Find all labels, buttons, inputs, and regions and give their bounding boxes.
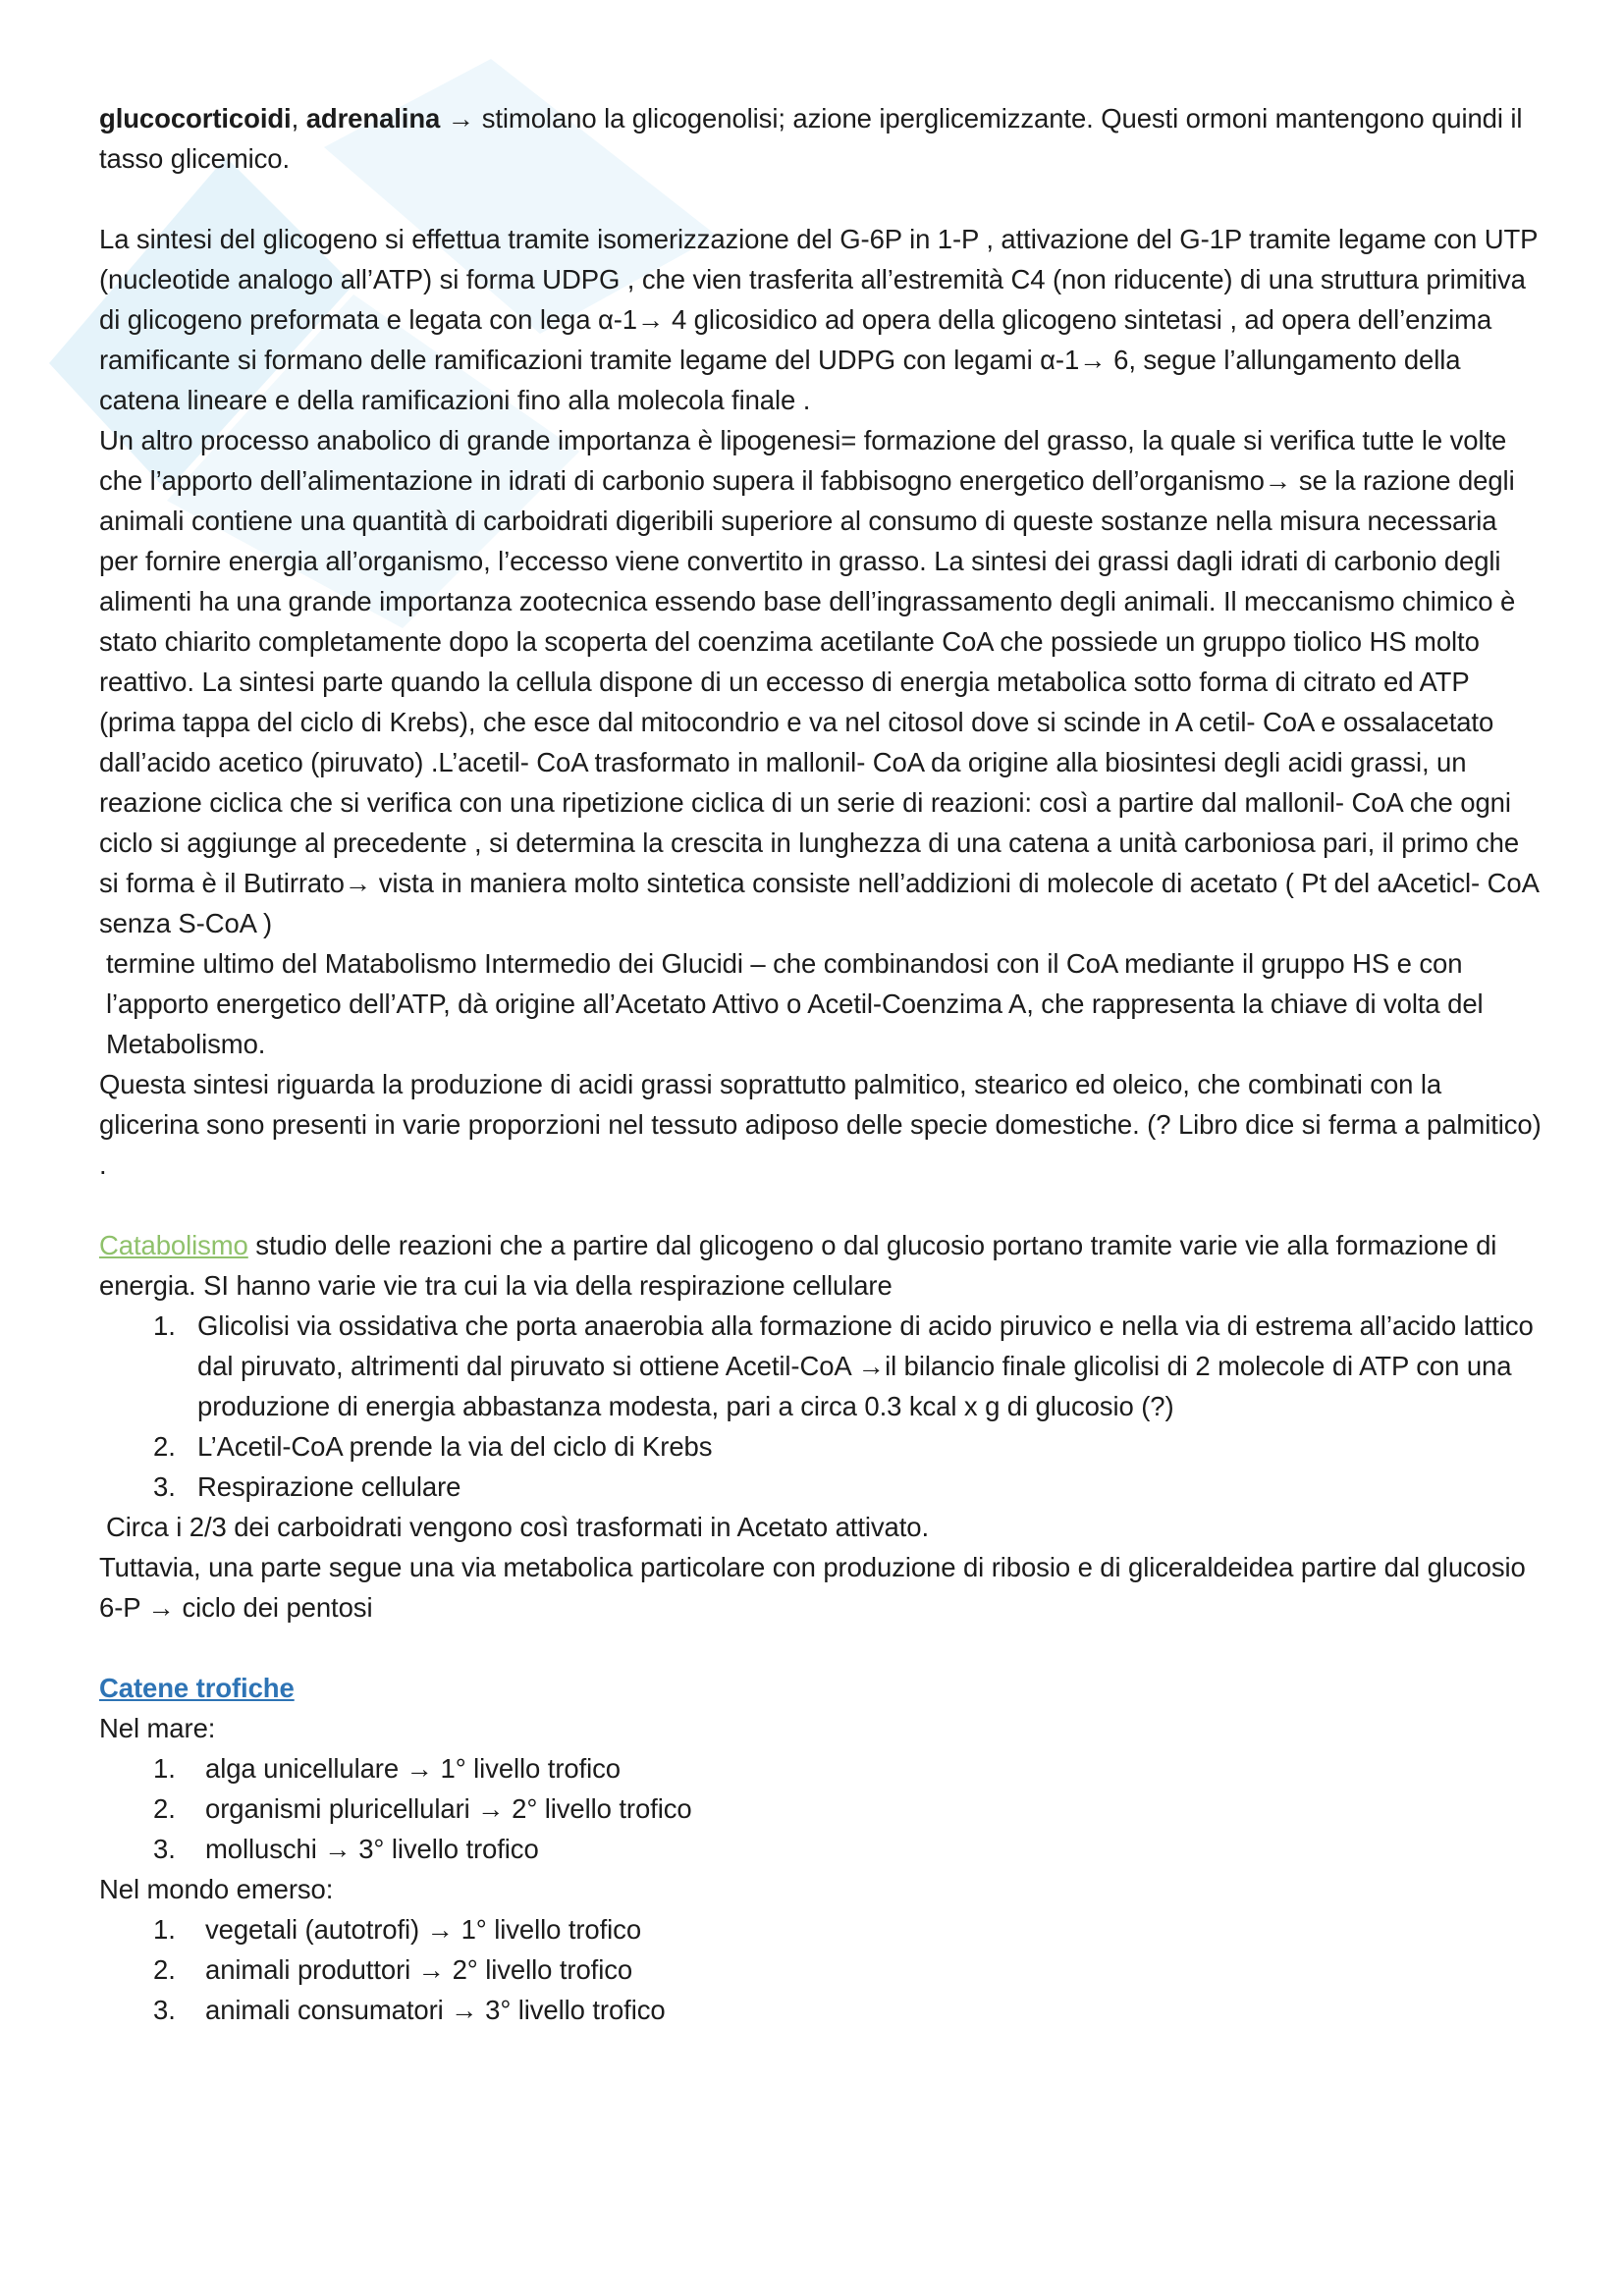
catabolism-list bbox=[99, 1306, 1543, 1507]
lead-term-2: adrenalina bbox=[305, 103, 441, 133]
lipogenesis-paragraph: Un altro processo anabolico di grande importanza è lipogenesi= formazione del grasso, la quale si verifica tutte le volte che l’apporto dell’alimentazione in idrati di carbonio supera il fabbisogno energetico dell’organismo→ se la razione degli animali contiene una quantità di carboidrati digeribili superiore al consumo di queste sostanze nella misura necessaria per fornire energia all’organismo, l’eccesso viene convertito in grasso. La sintesi dei grassi dagli idrati di carbonio degli alimenti ha una grande importanza zootecnica essendo base dell’ingrassamento degli animali. Il meccanismo chimico è stato chiarito completamente dopo la scoperta del coenzima acetilante CoA che possiede un gruppo tiolico HS molto reattivo. La sintesi parte quando la cellula dispone di un eccesso di energia metabolica sotto forma di citrato ed ATP (prima tappa del ciclo di Krebs), che esce dal mitocondrio e va nel citosol dove si scinde in A cetil- CoA e ossalacetato dall’acido acetico (piruvato) .L’acetil- CoA trasformato in mallonil- CoA da origine alla biosintesi degli acidi grassi, un reazione ciclica che si verifica con una ripetizione ciclica di un serie di reazioni: così a partire dal mallonil- CoA che ogni ciclo si aggiunge al precedente , si determina la crescita in lunghezza di una catena a unità carboniosa pari, il primo che si forma è il Butirrato→ vista in maniera molto sintetica consiste nell’addizioni di molecole di acetato ( Pt del aAceticl- CoA senza S-CoA ) bbox=[99, 425, 1539, 938]
list-item: 2. animali produttori → 2° livello trofico bbox=[153, 1954, 633, 1985]
sea-chain-list bbox=[99, 1748, 1543, 1869]
sea-label: Nel mare: bbox=[99, 1713, 216, 1743]
list-item: 3. Respirazione cellulare bbox=[153, 1471, 461, 1502]
catabolism-paragraph: Catabolismo studio delle reazioni che a partire dal glicogeno o dal glucosio portano tramite varie vie alla formazione di energia. SI hanno varie vie tra cui la via della respirazione cellulare bbox=[99, 1230, 1497, 1301]
list-item: 1. vegetali (autotrofi) → 1° livello trofico bbox=[153, 1914, 642, 1945]
land-label: Nel mondo emerso: bbox=[99, 1874, 334, 1904]
glycogen-synthesis-paragraph: La sintesi del glicogeno si effettua tramite isomerizzazione del G-6P in 1-P , attivazione del G-1P tramite legame con UTP (nucleotide analogo all’ATP) si forma UDPG , che vien trasferita all’estremità C4 (non riducente) di una struttura primitiva di glicogeno preformata e legata con lega α-1→ 4 glicosidico ad opera della glicogeno sintetasi , ad opera dell’enzima ramificante si formano delle ramificazioni tramite legame del UDPG con legami α-1→ 6, segue l’allungamento della catena lineare e della ramificazioni fino alla molecola finale . bbox=[99, 224, 1538, 415]
fatty-acids-paragraph: Questa sintesi riguarda la produzione di acidi grassi soprattutto palmitico, stearico ed oleico, che combinati con la glicerina sono presenti in varie proporzioni nel tessuto adiposo delle specie domestiche. (? Libro dice si ferma a palmitico) . bbox=[99, 1069, 1542, 1180]
list-item: 2. organismi pluricellulari → 2° livello trofico bbox=[153, 1793, 692, 1824]
land-chain-list bbox=[99, 1909, 1543, 2030]
lead-term-1: glucocorticoidi bbox=[99, 103, 292, 133]
intro-paragraph: glucocorticoidi, adrenalina → stimolano la glicogenolisi; azione iperglicemizzante. Questi ormoni mantengono quindi il tasso glicemico. bbox=[99, 103, 1523, 174]
document-page bbox=[99, 98, 1543, 2030]
list-item: 2. L’Acetil-CoA prende la via del ciclo di Krebs bbox=[153, 1431, 713, 1462]
catabolism-heading: Catabolismo bbox=[99, 1230, 248, 1260]
carbohydrates-sentence: Circa i 2/3 dei carboidrati vengono così trasformati in Acetato attivato. bbox=[106, 1512, 929, 1542]
acetyl-coa-paragraph: termine ultimo del Matabolismo Intermedio dei Glucidi – che combinandosi con il CoA mediante il gruppo HS e con l’apporto energetico dell’ATP, dà origine all’Acetato Attivo o Acetil-Coenzima A, che rappresenta la chiave di volta del Metabolismo. bbox=[106, 948, 1484, 1059]
list-item: 1. Glicolisi via ossidativa che porta anaerobia alla formazione di acido piruvico e nella via di estrema all’acido lattico dal piruvato, altrimenti dal piruvato si ottiene Acetil-CoA →il bilancio finale glicolisi di 2 molecole di ATP con una produzione di energia abbastanza modesta, pari a circa 0.3 kcal x g di glucosio (?) bbox=[153, 1310, 1534, 1421]
list-item: 1. alga unicellulare → 1° livello trofico bbox=[153, 1753, 621, 1784]
pentose-sentence: Tuttavia, una parte segue una via metabolica particolare con produzione di ribosio e di gliceraldeidea partire dal glucosio 6-P → ciclo dei pentosi bbox=[99, 1552, 1526, 1623]
list-item: 3. animali consumatori → 3° livello trofico bbox=[153, 1995, 666, 2025]
food-chains-heading: Catene trofiche bbox=[99, 1673, 295, 1703]
list-item: 3. molluschi → 3° livello trofico bbox=[153, 1834, 539, 1864]
